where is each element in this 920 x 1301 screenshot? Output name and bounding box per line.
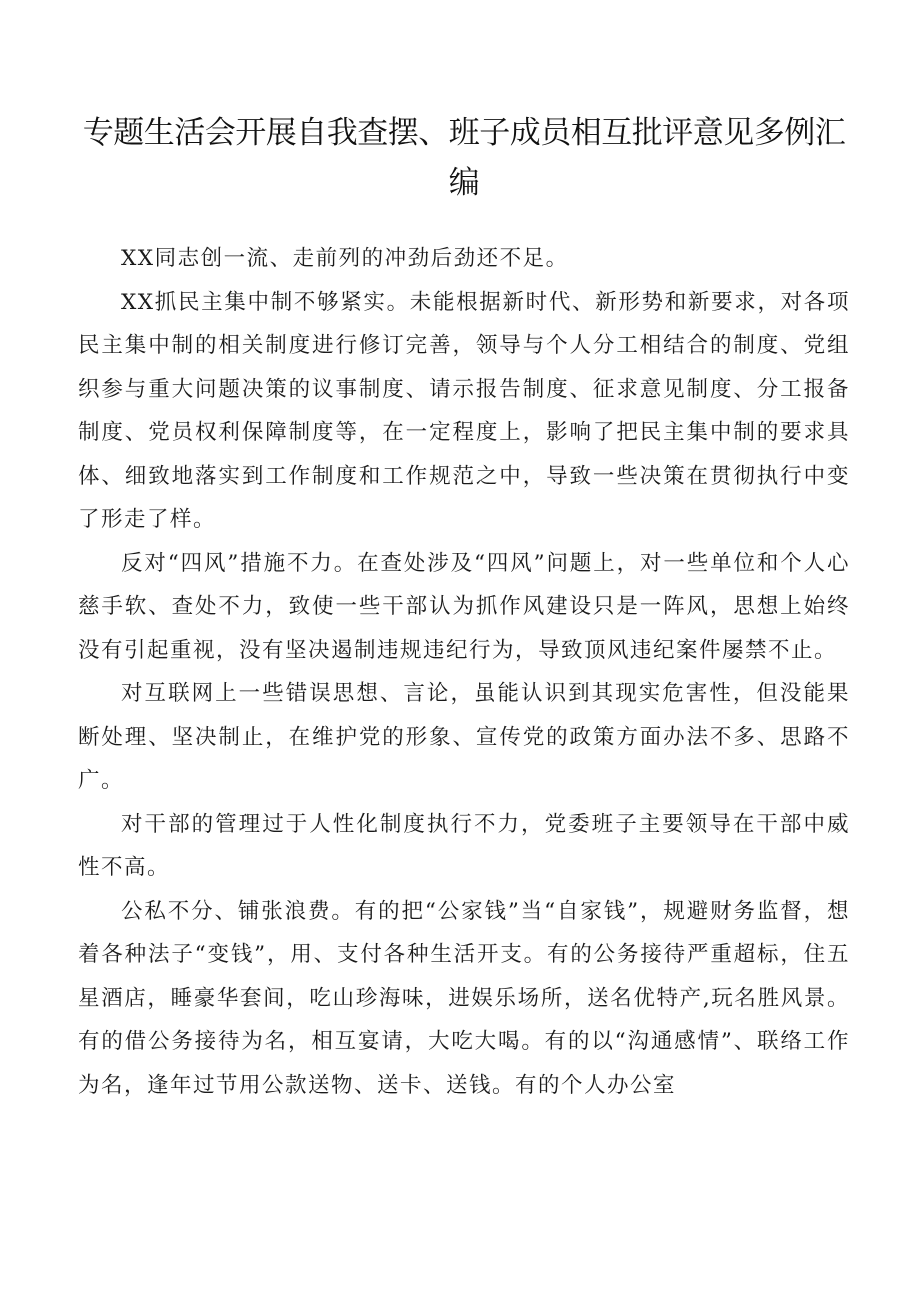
paragraph: 反对“四风”措施不力。在查处涉及“四风”问题上，对一些单位和个人心慈手软、查处不力，致使一些干部认为抓作风建设只是一阵风，思想上始终没有引起重视，没有坚决遏制违规违纪行为，导致顶风违纪案件屡禁不止。 xyxy=(78,550,850,663)
paragraph: 公私不分、铺张浪费。有的把“公家钱”当“自家钱”，规避财务监督，想着各种法子“变钱”，用、支付各种生活开支。有的公务接待严重超标，住五星酒店，睡豪华套间，吃山珍海味，进娱乐场所，送名优特产,玩名胜风景。有的借公务接待为名，相互宴请，大吃大喝。有的以“沟通感情”、联络工作为名，逢年过节用公款送物、送卡、送钱。有的个人办公室 xyxy=(78,898,850,1098)
paragraph: XX抓民主集中制不够紧实。未能根据新时代、新形势和新要求，对各项民主集中制的相关制度进行修订完善，领导与个人分工相结合的制度、党组织参与重大问题决策的议事制度、请示报告制度、征求意见制度、分工报备制度、党员权利保障制度等，在一定程度上，影响了把民主集中制的要求具体、细致地落实到工作制度和工作规范之中，导致一些决策在贯彻执行中变了形走了样。 xyxy=(78,289,850,532)
paragraph: 对干部的管理过于人性化制度执行不力，党委班子主要领导在干部中威性不高。 xyxy=(78,811,850,880)
paragraph: 对互联网上一些错误思想、言论，虽能认识到其现实危害性，但没能果断处理、坚决制止，在维护党的形象、宣传党的政策方面办法不多、思路不广。 xyxy=(78,681,850,793)
document-body xyxy=(78,237,850,1107)
paragraph: XX同志创一流、走前列的冲劲后劲还不足。 xyxy=(121,246,569,271)
document-title: 专题生活会开展自我查摆、班子成员相互批评意见多例汇编 xyxy=(82,115,846,201)
